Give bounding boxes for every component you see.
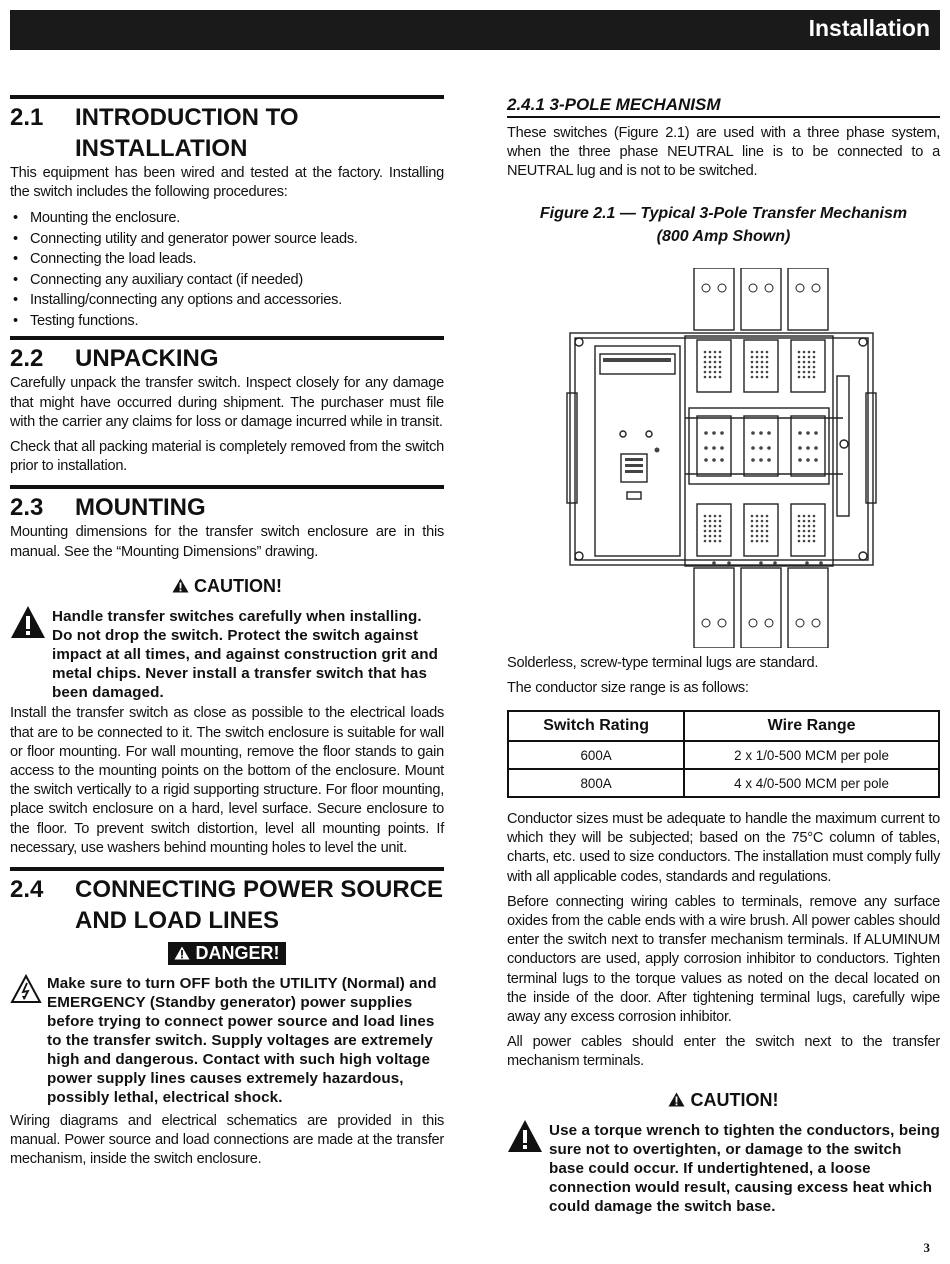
list-item: • Connecting the load leads. (10, 249, 444, 270)
paragraph: Install the transfer switch as close as possible to the electrical loads that are to be connected to it. The switch enclosure is suitable for wall or floor mounting. For wall mounting, remove the floor stands to gain access to the mounting points on the bottom of the enclosure. Mount the switch vertically to a rigid supporting structure. For floor mounting, place switch enclosure on a hard, level surface. Secure enclosure to the floor. To prevent switch distortion, level all mounting points. If necessary, use washers behind mounting holes to level the unit. (10, 705, 444, 856)
caution-label: CAUTION! (690, 1089, 779, 1110)
paragraph: Solderless, screw-type terminal lugs are standard. (507, 654, 819, 671)
section-number: 2.1 (10, 104, 44, 131)
section-rule (10, 485, 444, 489)
paragraph: Wiring diagrams and electrical schematics are provided in this manual. Power source and load connections are made at the transfer mechanism, inside the switch enclosure. (10, 1112, 444, 1167)
list-item: • Installing/connecting any options and accessories. (10, 290, 444, 311)
left-column (10, 95, 444, 1169)
paragraph: Before connecting wiring cables to terminals, remove any surface oxides from the cable ends with a wire brush. All power cables should enter the switch next to transfer mechanism terminals. If ALUMINUM conductors are used, apply corrosion inhibitor to conductors. Tighten terminal lugs to the torque values as noted on the decal located on the inside of the door. After tightening terminal lugs, carefully wipe away any excess corrosion inhibitor. (507, 893, 940, 1026)
table-header-cell: Switch Rating (508, 711, 684, 741)
section-number: 2.4 (10, 875, 44, 903)
table-row (508, 769, 939, 797)
paragraph: The conductor size range is as follows: (507, 679, 749, 696)
section-rule (10, 336, 444, 340)
caution-heading (10, 576, 444, 597)
warning-icon (10, 607, 52, 702)
section-rule (10, 867, 444, 871)
caution-box (10, 607, 444, 702)
paragraph: Carefully unpack the transfer switch. Inspect closely for any damage that might have occurred during shipment. The purchaser must file with the carrier any claims for loss or damage incurred while in transit. (10, 375, 444, 430)
section-title (75, 102, 444, 164)
list-item: • Testing functions. (10, 311, 444, 332)
list-item: • Connecting utility and generator power source leads. (10, 229, 444, 250)
transfer-mechanism-figure (507, 268, 940, 648)
procedure-list (10, 208, 444, 331)
header-bar (10, 10, 940, 50)
section-2-4 (10, 867, 444, 1169)
danger-box (10, 974, 444, 1108)
warning-triangle-icon (174, 946, 190, 960)
table-cell: 600A (508, 741, 684, 769)
table-row (508, 741, 939, 769)
list-item: • Connecting any auxiliary contact (if needed) (10, 270, 444, 291)
caution-heading (507, 1090, 940, 1111)
section-title-line1: CONNECTING POWER SOURCE (75, 875, 444, 903)
section-title-line2: INSTALLATION (75, 135, 248, 162)
section-2-2 (10, 336, 444, 476)
section-heading (10, 874, 444, 936)
caution-text: Use a torque wrench to tighten the conductors, being sure not to overtighten, or damage to the switch base could occur. If undertightened, a loose connection would result, causing excess heat which could damage the switch base. (549, 1121, 940, 1216)
paragraph: These switches (Figure 2.1) are used with a three phase system, when the three phase NEUTRAL line is to be connected to a NEUTRAL lug and is not to be switched. (507, 125, 940, 180)
subsection-heading: 2.4.1 3-POLE MECHANISM (507, 95, 940, 118)
figure-caption-line1: Figure 2.1 — Typical 3-Pole Transfer Mechanism (539, 204, 908, 222)
transfer-mechanism-drawing (507, 268, 940, 648)
caution-box (507, 1121, 940, 1216)
conductor-size-table (507, 710, 940, 798)
caution-label: CAUTION! (194, 575, 282, 596)
table-header-cell: Wire Range (684, 711, 939, 741)
section-heading (10, 102, 444, 164)
header-title: Installation (808, 15, 930, 41)
figure-caption (507, 202, 940, 248)
warning-triangle-icon (668, 1092, 685, 1107)
section-heading (10, 343, 444, 374)
section-rule (10, 95, 444, 99)
danger-label: DANGER! (195, 942, 280, 963)
paragraph: Mounting dimensions for the transfer switch enclosure are in this manual. See the “Mounting Dimensions” drawing. (10, 524, 444, 560)
warning-triangle-icon (172, 578, 189, 593)
electric-shock-icon (10, 974, 47, 1108)
danger-badge (168, 942, 285, 965)
table-cell: 800A (508, 769, 684, 797)
right-column (507, 95, 940, 1216)
figure-caption-line2: (800 Amp Shown) (656, 227, 791, 245)
intro-paragraph: This equipment has been wired and tested at the factory. Installing the switch includes the following procedures: (10, 165, 444, 201)
table-header-row (508, 711, 939, 741)
section-number: 2.2 (10, 345, 44, 373)
section-title-line2: AND LOAD LINES (75, 906, 279, 934)
paragraph: Conductor sizes must be adequate to handle the maximum current to which they will be subjected; based on the 75°C column of tables, charts, etc. used to size conductors. The installation must comply fully with all applicable codes, standards and regulations. (507, 811, 940, 885)
section-2-3 (10, 485, 444, 858)
section-title: UNPACKING (75, 345, 219, 373)
page-number: 3 (923, 1240, 930, 1255)
section-title-line1: INTRODUCTION TO (75, 104, 299, 131)
danger-text: Make sure to turn OFF both the UTILITY (Normal) and EMERGENCY (Standby generator) power supplies before trying to connect power source and load lines to the transfer switch. Supply voltages are extremely high and dangerous. Contact with such high voltage power supply lines causes extremely hazardous, possibly lethal, electrical shock. (47, 974, 437, 1107)
list-item: • Mounting the enclosure. (10, 208, 444, 229)
danger-heading (10, 942, 444, 965)
caution-text: Handle transfer switches carefully when installing. Do not drop the switch. Protect the switch against impact at all times, and against construction grit and metal chips. Never install a transfer switch that has been damaged. (52, 607, 438, 702)
warning-icon (507, 1121, 549, 1216)
table-cell: 4 x 4/0-500 MCM per pole (684, 769, 939, 797)
paragraph: All power cables should enter the switch next to the transfer mechanism terminals. (507, 1034, 940, 1070)
section-heading (10, 492, 444, 523)
section-2-1 (10, 95, 444, 331)
table-cell: 2 x 1/0-500 MCM per pole (684, 741, 939, 769)
section-title: MOUNTING (75, 494, 206, 522)
section-title (75, 874, 444, 936)
paragraph: Check that all packing material is completely removed from the switch prior to installation. (10, 439, 444, 475)
section-number: 2.3 (10, 494, 44, 522)
